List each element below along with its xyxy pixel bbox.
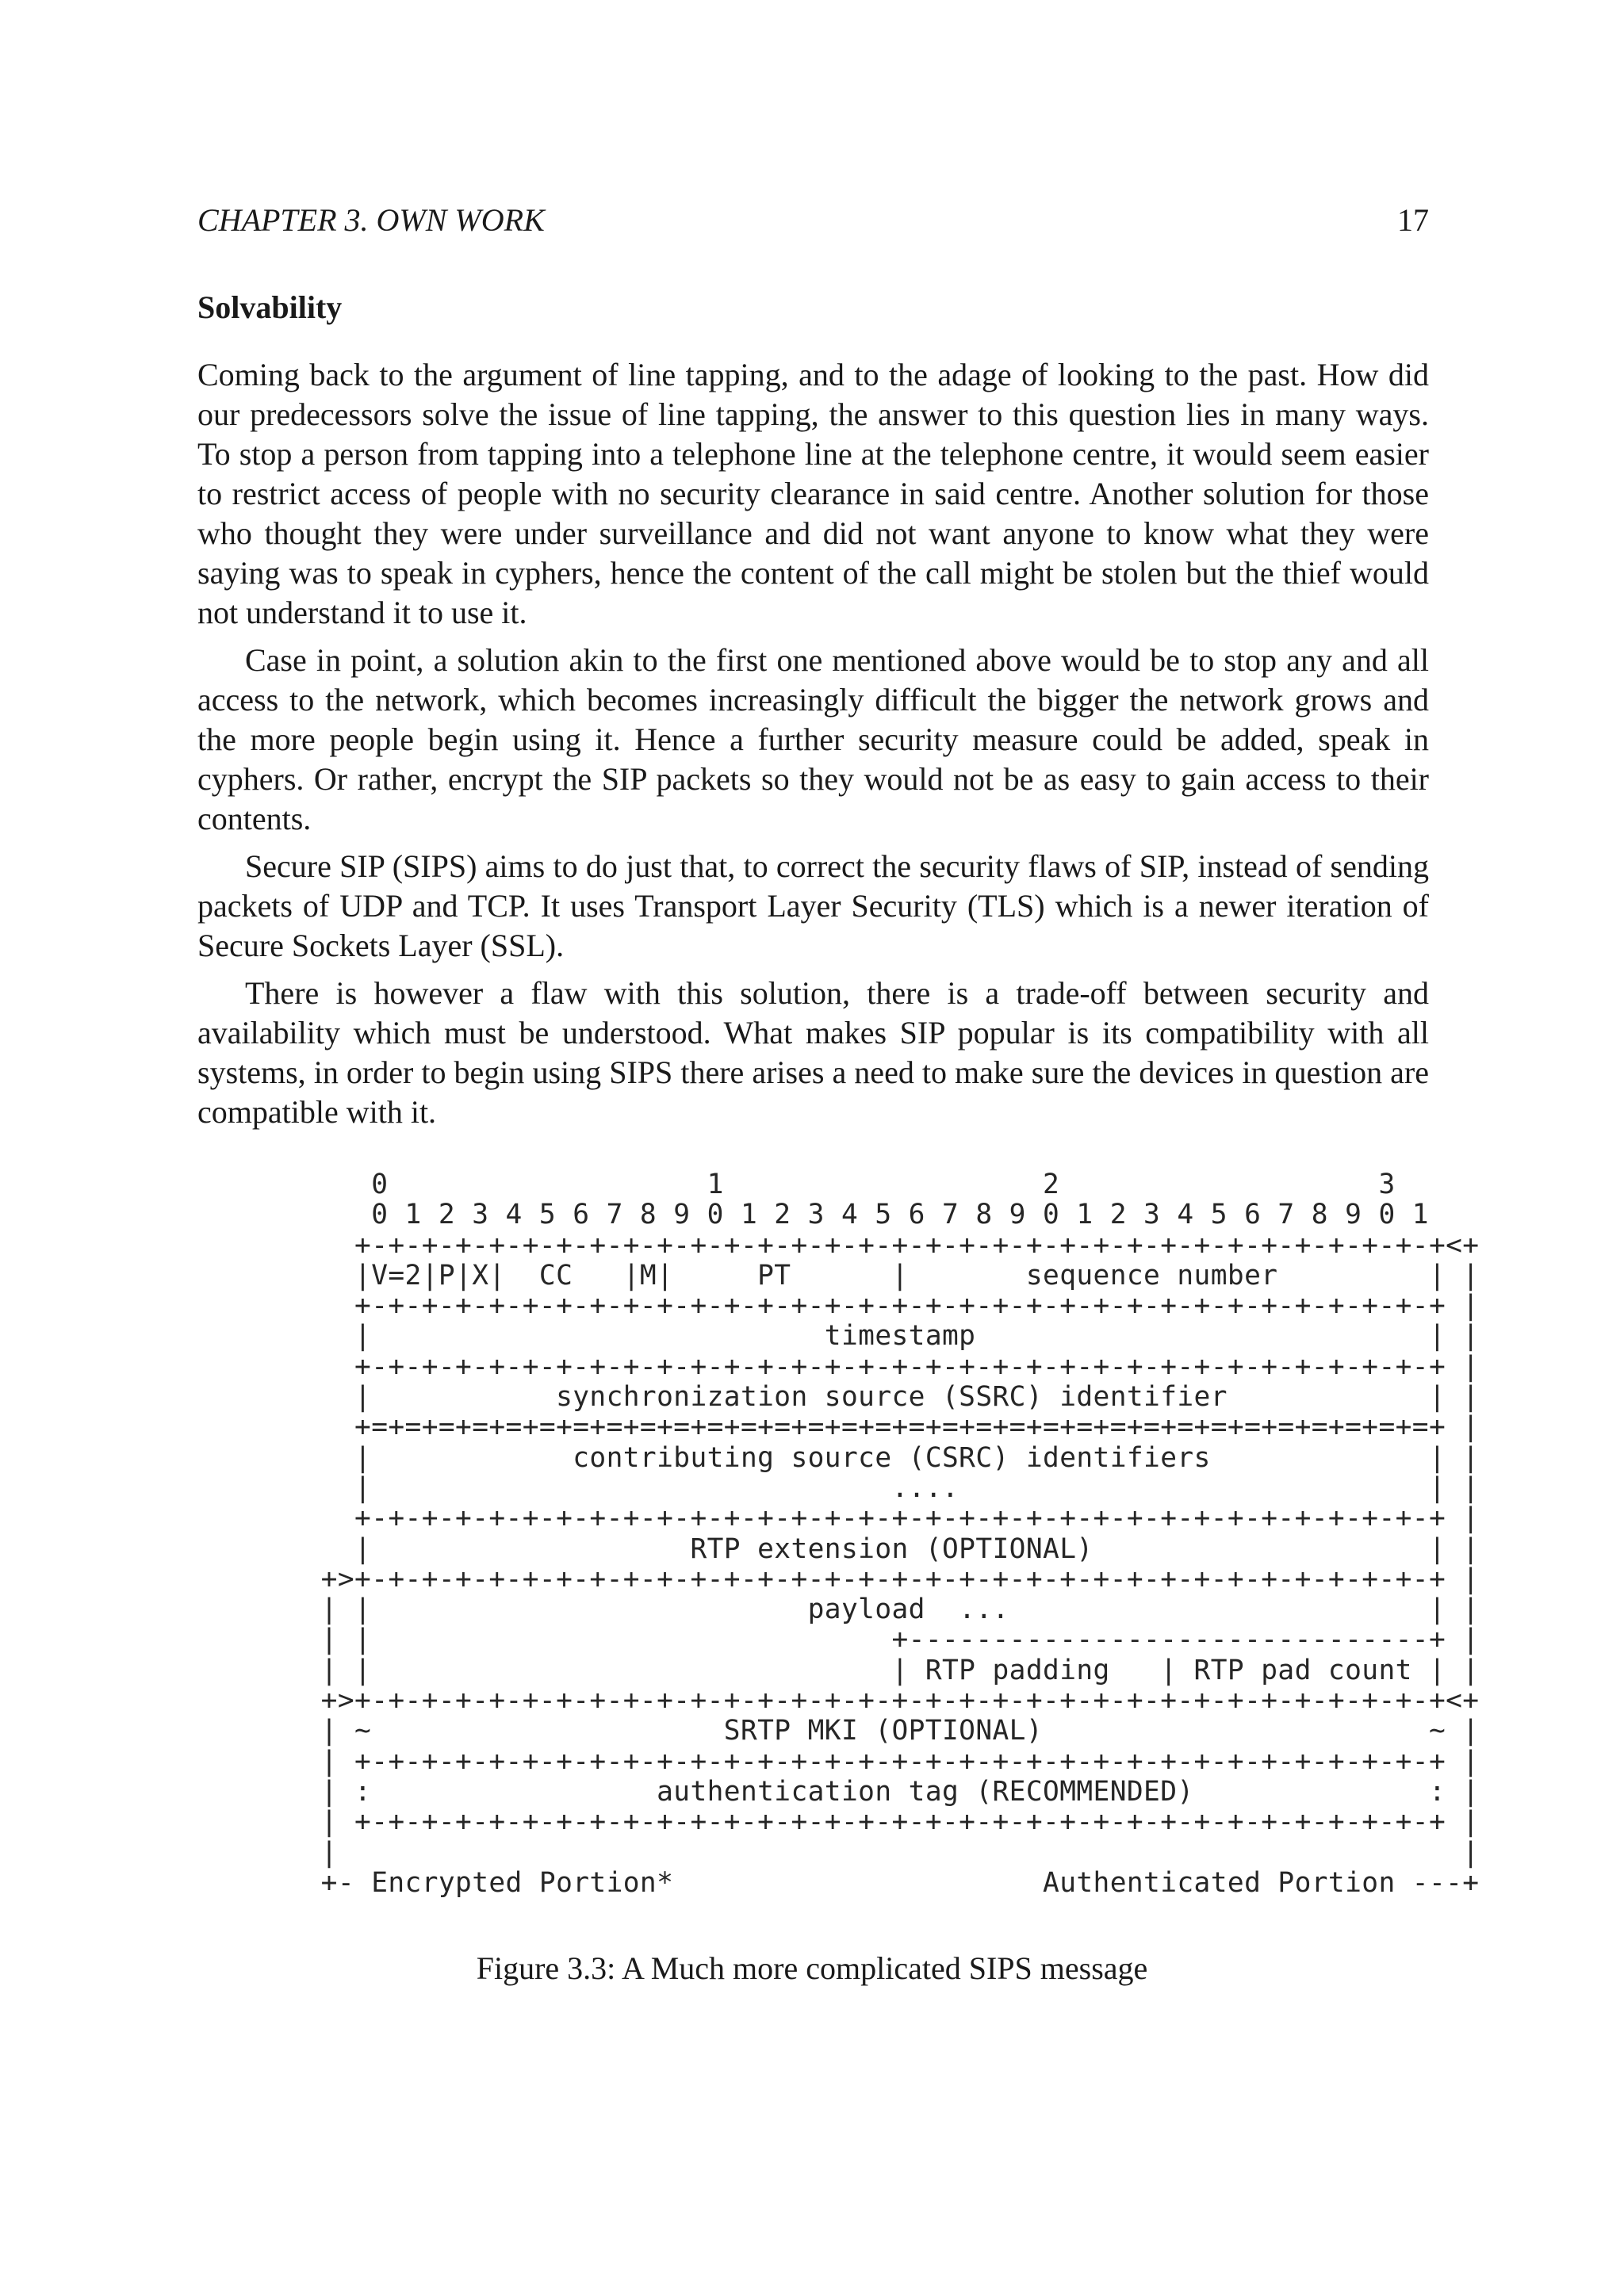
running-header	[197, 198, 1429, 243]
paragraph-4: There is however a flaw with this solution, there is a trade-off between security and availability which must be understood. What makes SIP popular is its compatibility with all systems, in order to begin using SIPS there arises a need to make sure the devices in question are compatible with it.	[197, 975, 1429, 1130]
body-text	[197, 355, 1429, 1140]
page-number: 17	[1397, 202, 1429, 238]
packet-format-ascii-diagram: 0 1 2 3 0 1 2 3 4 5 6 7 8 9 0 1 2 3 4 5 6 7 8 9 0 1 2 3 4 5 6 7 8 9 0 1 +-+-+-+-+-+-+-+-+-+-+-+-+-+-+-+-+-+-+-+-+-+-+-+-+-+-+-+-+-+-+-+-+<+ |V=2|P|X| CC |M| PT | sequence number | | +-+-+-+-+-+-+-+-+-+-+-+-+-+-+-+-+-+-+-+-+-+-+-+-+-+-+-+-+-+-+-+-+ | | timestamp | | +-+-+-+-+-+-+-+-+-+-+-+-+-+-+-+-+-+-+-+-+-+-+-+-+-+-+-+-+-+-+-+-+ | | synchronization source (SSRC) identifier | | +=+=+=+=+=+=+=+=+=+=+=+=+=+=+=+=+=+=+=+=+=+=+=+=+=+=+=+=+=+=+=+=+ | | contributing source (CSRC) identifiers | | | .... | | +-+-+-+-+-+-+-+-+-+-+-+-+-+-+-+-+-+-+-+-+-+-+-+-+-+-+-+-+-+-+-+-+ | | RTP extension (OPTIONAL) | | +>+-+-+-+-+-+-+-+-+-+-+-+-+-+-+-+-+-+-+-+-+-+-+-+-+-+-+-+-+-+-+-+-+ | | | payload ... | | | | +-------------------------------+ | | | | RTP padding | RTP pad count | | +>+-+-+-+-+-+-+-+-+-+-+-+-+-+-+-+-+-+-+-+-+-+-+-+-+-+-+-+-+-+-+-+-+<+ | ~ SRTP MKI (OPTIONAL) ~ | | +-+-+-+-+-+-+-+-+-+-+-+-+-+-+-+-+-+-+-+-+-+-+-+-+-+-+-+-+-+-+-+-+ | | : authentication tag (RECOMMENDED) : | | +-+-+-+-+-+-+-+-+-+-+-+-+-+-+-+-+-+-+-+-+-+-+-+-+-+-+-+-+-+-+-+-+ | | | +- Encrypted Portion* Authenticated Portion ---+	[320, 1169, 1480, 1899]
section-heading: Solvability	[197, 289, 343, 325]
figure-caption: Figure 3.3: A Much more complicated SIPS message	[476, 1950, 1148, 1986]
chapter-title: CHAPTER 3. OWN WORK	[197, 202, 545, 238]
srtp-packet-diagram	[254, 1169, 1480, 1915]
paragraph-2: Case in point, a solution akin to the first one mentioned above would be to stop any and all access to the network, which becomes increasingly difficult the bigger the network grows and the more people begin using it. Hence a further security measure could be added, speak in cyphers. Or rather, encrypt the SIP packets so they would not be as easy to gain access to their contents.	[197, 642, 1429, 836]
paragraph-1: Coming back to the argument of line tapping, and to the adage of looking to the past. How did our predecessors solve the issue of line tapping, the answer to this question lies in many ways. To stop a person from tapping into a telephone line at the telephone centre, it would seem easier to restrict access of people with no security clearance in said centre. Another solution for those who thought they were under surveillance and did not want anyone to know what they were saying was to speak in cyphers, hence the content of the call might be stolen but the thief would not understand it to use it.	[197, 357, 1429, 630]
paragraph-3: Secure SIP (SIPS) aims to do just that, to correct the security flaws of SIP, instead of sending packets of UDP and TCP. It uses Transport Layer Security (TLS) which is a newer iteration of Secure Sockets Layer (SSL).	[197, 848, 1429, 963]
